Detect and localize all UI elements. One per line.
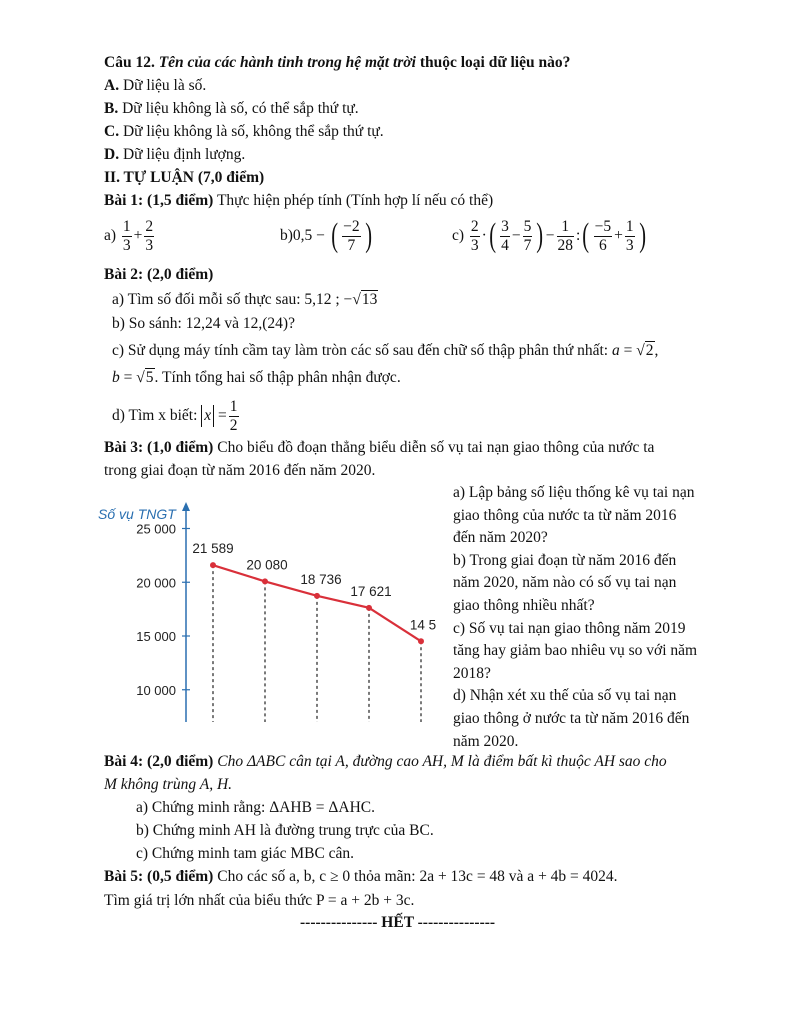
chart-point <box>314 593 320 599</box>
bai3-text2: trong giai đoạn từ năm 2016 đến năm 2020. <box>104 462 376 479</box>
chart-data-label: 14 5 <box>409 617 437 633</box>
chart-point <box>418 638 424 644</box>
bai3-question-line: giao thông ở nước ta từ năm 2016 đến <box>453 710 690 727</box>
chart-point <box>210 562 216 568</box>
chart-ytick-label: 20 000 <box>136 575 176 591</box>
bai2-c-line2: b = √5. Tính tổng hai số thập phân nhận được. <box>112 369 401 386</box>
q12-option-b: B. Dữ liệu không là số, có thể sắp thứ tự. <box>104 100 359 117</box>
chart-svg <box>96 497 441 732</box>
bai2-d: d) Tìm x biết: x = $\frac{1}{2}$ <box>112 397 238 434</box>
bai3-question-line: a) Lập bảng số liệu thống kê vụ tai nạn <box>453 484 695 501</box>
chart-ytick-label: 25 000 <box>136 521 176 537</box>
bai1-b: b) 0,5 − ( $\frac{-2}{7}$ ) <box>280 217 372 254</box>
chart-data-label: 17 621 <box>350 583 392 599</box>
bai3-question-line: d) Nhận xét xu thế của số vụ tai nạn <box>453 687 677 705</box>
accident-line-chart <box>96 497 441 740</box>
chart-ytick-label: 15 000 <box>136 629 176 644</box>
chart-ytick-label: 10 000 <box>136 682 176 698</box>
bai2-heading: Bài 2: (2,0 điểm) <box>104 266 214 283</box>
bai3-question-line: tăng hay giảm bao nhiêu vụ so với năm <box>453 642 698 660</box>
bai3-question-line: đến năm 2020? <box>453 529 548 547</box>
bai3-heading: Bài 3: (1,0 điểm) Cho biểu đồ đoạn thẳng biểu diễn số vụ tai nạn giao thông của nước ta <box>104 439 655 456</box>
y-axis-arrow-icon <box>182 502 190 511</box>
bai4-line1: Bài 4: (2,0 điểm) Cho ΔABC cân tại A, đường cao AH, M là điểm bất kì thuộc AH sao cho <box>104 753 667 770</box>
bai5-line2: Tìm giá trị lớn nhất của biểu thức P = a + 2b + 3c. <box>104 892 415 909</box>
bai4-b: b) Chứng minh AH là đường trung trực của BC. <box>136 822 434 839</box>
bai3-question-line: giao thông của nước ta từ năm 2016 <box>453 506 677 524</box>
chart-data-label: 18 736 <box>300 571 342 587</box>
bai1-a: a) $\frac{1}{3}$ + $\frac{2}{3}$ <box>104 217 154 254</box>
bai3-question-line: 2018? <box>453 664 491 682</box>
bai3-question-line: c) Số vụ tai nạn giao thông năm 2019 <box>453 619 686 637</box>
chart-ylabel: Số vụ TNGT <box>98 506 176 522</box>
chart-data-label: 20 080 <box>246 557 288 573</box>
bai3-question-line: b) Trong giai đoạn từ năm 2016 đến <box>453 551 677 569</box>
bai1-heading: Bài 1: (1,5 điểm) Thực hiện phép tính (Tính hợp lí nếu có thể) <box>104 192 494 209</box>
q12-option-a: A. Dữ liệu là số. <box>104 77 207 94</box>
bai4-line2: M không trùng A, H. <box>104 776 233 793</box>
chart-point <box>366 605 372 611</box>
q12-option-c: C. Dữ liệu không là số, không thể sắp thứ tự. <box>104 123 384 140</box>
bai2-a: a) Tìm số đối mỗi số thực sau: 5,12 ; −√13 <box>112 291 378 308</box>
bai5-line1: Bài 5: (0,5 điểm) Cho các số a, b, c ≥ 0 thỏa mãn: 2a + 13c = 48 và a + 4b = 4024. <box>104 868 618 885</box>
bai3-question-line: năm 2020. <box>453 732 519 750</box>
bai3-question-line: năm 2020, năm nào có số vụ tai nạn <box>453 574 677 592</box>
bai4-a: a) Chứng minh rằng: ΔAHB = ΔAHC. <box>136 799 375 816</box>
q12-option-d: D. Dữ liệu định lượng. <box>104 146 246 163</box>
chart-data-label: 21 589 <box>192 541 234 557</box>
section-title: II. TỰ LUẬN (7,0 điểm) <box>104 169 265 186</box>
bai2-c-line1: c) Sử dụng máy tính cầm tay làm tròn các số sau đến chữ số thập phân thứ nhất: a = √2, <box>112 342 659 359</box>
bai3-question-line: giao thông nhiều nhất? <box>453 597 595 614</box>
q12-question: Câu 12. Tên của các hành tinh trong hệ mặt trời thuộc loại dữ liệu nào? <box>104 54 571 71</box>
end-marker: --------------- HẾT --------------- <box>300 914 496 931</box>
chart-point <box>262 578 268 584</box>
bai2-b: b) So sánh: 12,24 và 12,(24)? <box>112 315 295 332</box>
bai1-c: c) $\frac{2}{3}$ · ( $\frac{3}{4}$ − $\frac{5}{7}$ ) − $\frac{1}{28}$ : ( $\frac{-5}{6}$ + $\frac{1}{3}$ ) <box>452 217 646 254</box>
bai4-c: c) Chứng minh tam giác MBC cân. <box>136 845 355 862</box>
